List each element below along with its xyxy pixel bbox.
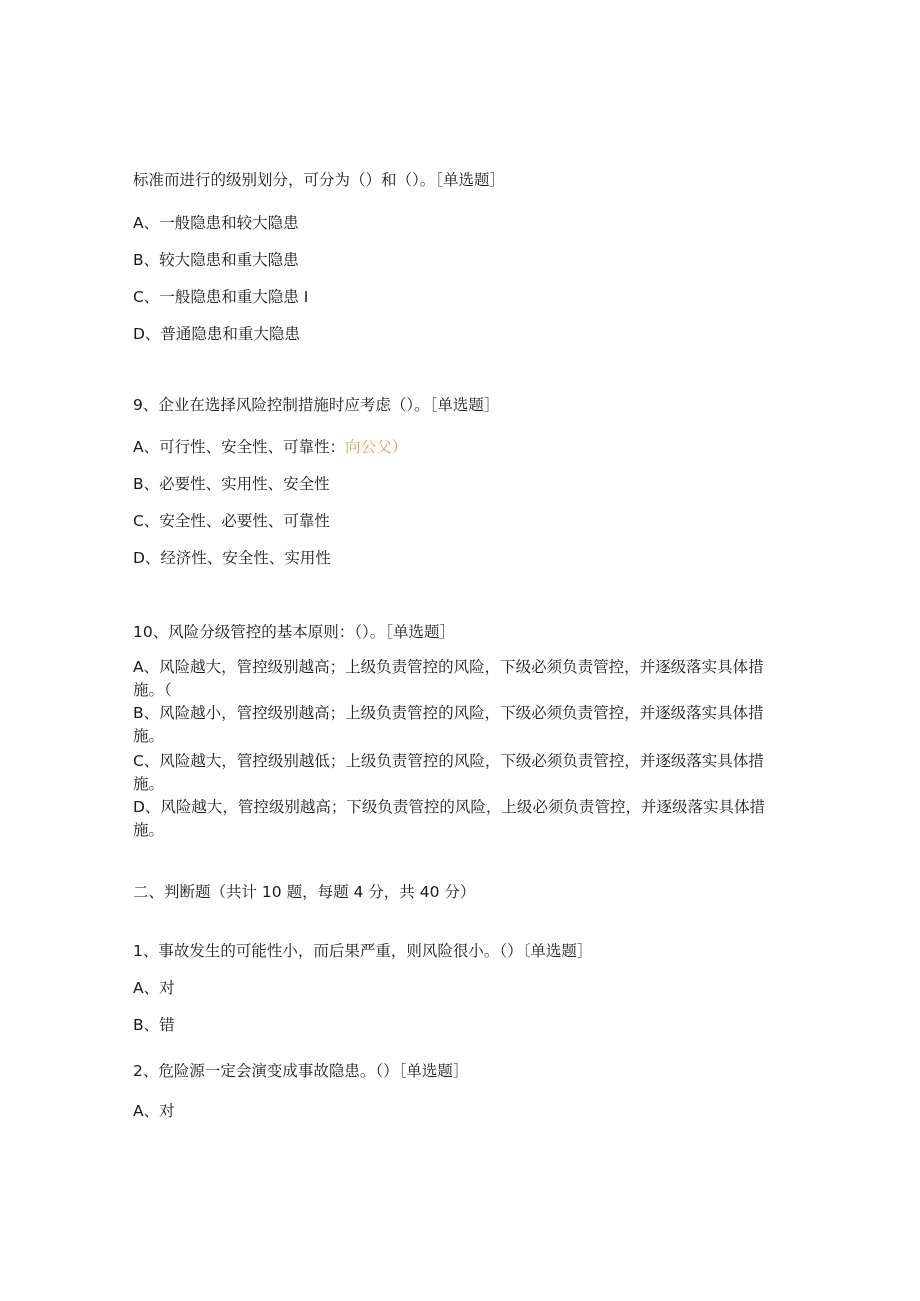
option-c[interactable]: C、安全性、必要性、可靠性 [133, 512, 330, 530]
option-d[interactable]: D、普通隐患和重大隐患 [133, 325, 300, 343]
option-a-mark: 向公父） [345, 438, 408, 456]
option-a[interactable]: A、对 [133, 979, 175, 997]
option-a[interactable]: A、对 [133, 1102, 175, 1120]
option-a[interactable] [133, 437, 407, 457]
question-stem: 9、企业在选择风险控制措施时应考虑（）。［单选题］ [133, 396, 500, 414]
question-stem: 标准而进行的级别划分，可分为（）和（）。［单选题］ [133, 171, 506, 189]
option-c[interactable]: C、一般隐患和重大隐患 I [133, 288, 309, 306]
option-b[interactable]: B、错 [133, 1016, 175, 1034]
option-b[interactable]: B、必要性、实用性、安全性 [133, 475, 330, 493]
option-a[interactable]: A、一般隐患和较大隐患 [133, 214, 299, 232]
option-c[interactable]: C、风险越大，管控级别越低；上级负责管控的风险，下级必须负责管控，并逐级落实具体措施。 [133, 752, 764, 793]
section-title: 二、判断题（共计 10 题，每题 4 分，共 40 分） [133, 883, 476, 901]
option-a-text: A、可行性、安全性、可靠性： [133, 438, 346, 456]
question-stem: 1、事故发生的可能性小，而后果严重，则风险很小。（）〔单选题］ [133, 942, 593, 960]
option-b[interactable]: B、风险越小，管控级别越高；上级负责管控的风险，下级必须负责管控，并逐级落实具体措施。 [133, 704, 764, 745]
option-d[interactable]: D、经济性、安全性、实用性 [133, 549, 331, 567]
question-stem: 2、危险源一定会演变成事故隐患。（）［单选题］ [133, 1062, 469, 1080]
question-stem: 10、风险分级管控的基本原则：（）。［单选题］ [133, 623, 455, 641]
option-d[interactable]: D、风险越大，管控级别越高；下级负责管控的风险，上级必须负责管控，并逐级落实具体措施。 [133, 798, 765, 839]
option-a[interactable]: A、风险越大，管控级别越高；上级负责管控的风险，下级必须负责管控，并逐级落实具体措施。（ [133, 658, 764, 699]
option-b[interactable]: B、较大隐患和重大隐患 [133, 251, 299, 269]
